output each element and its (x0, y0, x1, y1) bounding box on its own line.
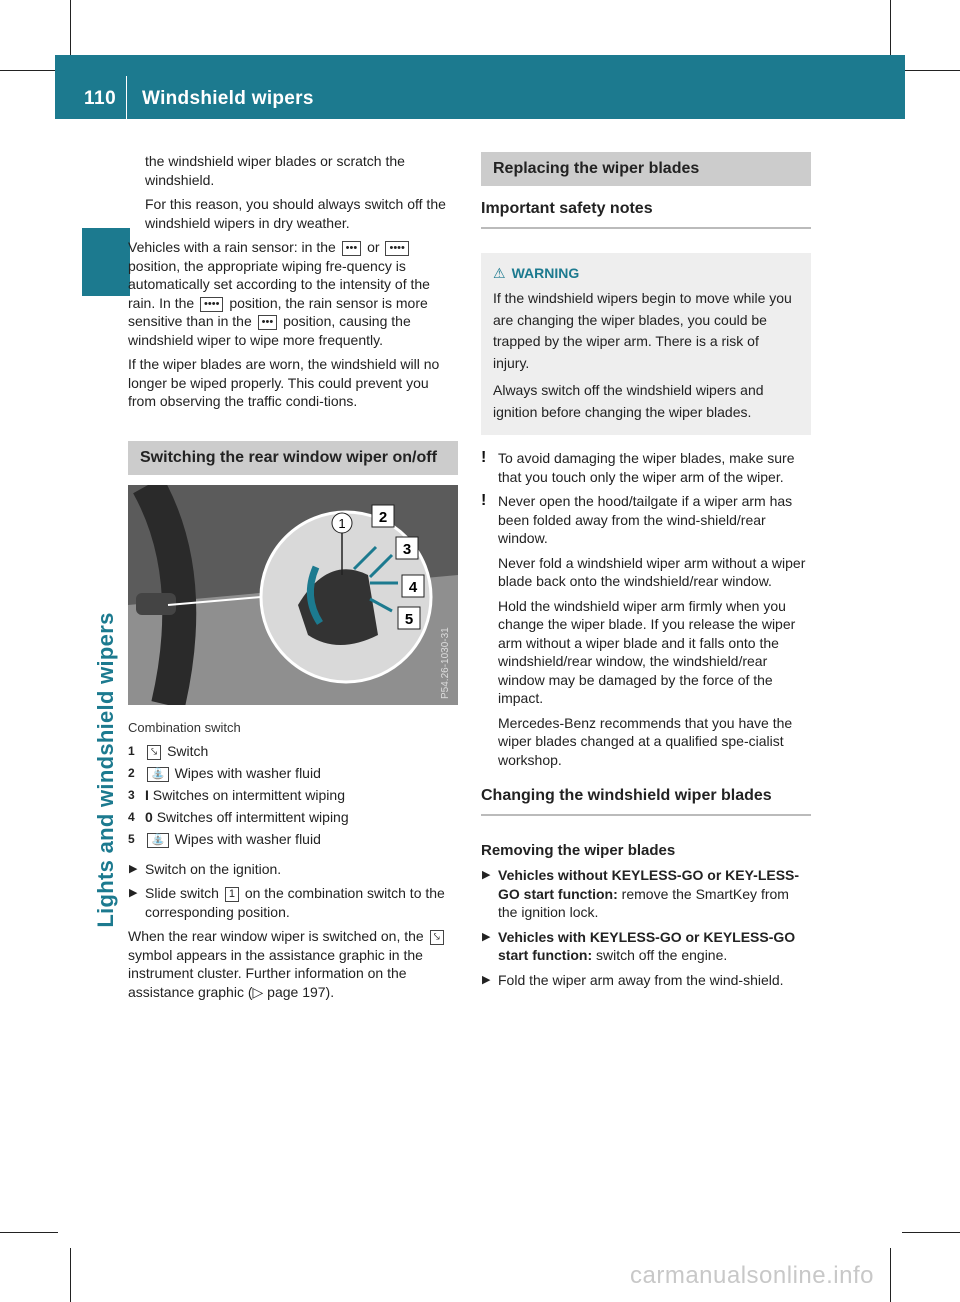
text: or (367, 239, 380, 255)
watermark: carmanualsonline.info (630, 1262, 874, 1289)
right-column (481, 152, 811, 995)
paragraph: If the wiper blades are worn, the windshield will no longer be wiped properly. This could prevent you from observing the traffic condi-tions. (128, 356, 440, 409)
crop-mark (902, 70, 960, 71)
washer-icon: ⛲ (147, 767, 169, 782)
legend-text: Switches off intermittent wiping (156, 808, 349, 825)
step-arrow-icon: ▶ (482, 869, 491, 881)
warning-triangle-icon: ⚠ (493, 264, 506, 281)
step-text: Fold the wiper arm away from the wind-shield. (498, 971, 784, 988)
step-text: on the combination switch to the corresponding position. (145, 885, 445, 920)
note-text: To avoid damaging the wiper blades, make sure that you touch only the wiper arm of the wiper. (498, 450, 795, 485)
procedure-heading: Removing the wiper blades (481, 841, 676, 859)
warning-box (481, 253, 811, 436)
rain-sensor-icon: •••• (200, 297, 223, 312)
legend-number: 4 (128, 809, 135, 824)
step-condition: Vehicles with KEYLESS-GO or KEYLESS-GO start function: (498, 928, 796, 963)
crop-mark (70, 0, 71, 58)
attention-icon: ! (481, 449, 487, 466)
warning-heading (493, 263, 799, 285)
legend-item (128, 764, 458, 782)
legend-text: Wipes with washer fluid (174, 764, 321, 781)
section-heading: Replacing the wiper blades (481, 152, 811, 186)
legend-number: 3 (128, 787, 135, 802)
legend-list (128, 742, 458, 848)
instruction-step (481, 928, 811, 965)
section-heading: Switching the rear window wiper on/off (128, 441, 458, 475)
note-text: Hold the windshield wiper arm firmly when you change the wiper blade. If you release the wiper arm without a wiper blade and it falls onto the windshield/rear window, the windshield/rear window may be damaged by the force of the impact. (498, 597, 796, 706)
rain-sensor-icon: ••• (342, 241, 362, 256)
note-text: Never open the hood/tailgate if a wiper arm has been folded away from the wind-shield/rear window. (498, 493, 793, 546)
step-arrow-icon: ▶ (482, 930, 491, 943)
callout-3-label: 3 (402, 540, 412, 558)
crop-mark (890, 1248, 891, 1302)
step-arrow-icon: ▶ (129, 887, 138, 899)
crop-mark (0, 1232, 58, 1233)
step-text: switch off the engine. (596, 947, 728, 963)
warning-label: WARNING (511, 264, 580, 281)
step-text: Switch on the ignition. (145, 860, 282, 877)
text: position, causing the windshield wiper to wipe more frequently. (128, 313, 411, 348)
instruction-step (128, 860, 458, 879)
paragraph: the windshield wiper blades or scratch the windshield. (145, 153, 405, 188)
step-text: Slide switch (145, 885, 219, 901)
warning-text: If the windshield wipers begin to move while you are changing the wiper blades, you could be trapped by the wiper arm. There is a risk of injury. (493, 290, 792, 371)
warning-text: Always switch off the windshield wipers and ignition before changing the wiper blades. (493, 382, 764, 420)
attention-note (481, 492, 811, 769)
left-column (128, 152, 458, 1007)
crop-mark (890, 0, 891, 58)
figure-code: P54.26-1030-31 (440, 626, 451, 699)
legend-item (128, 808, 458, 826)
legend-text: Switch (167, 742, 209, 759)
attention-note (481, 449, 811, 486)
paragraph (128, 927, 458, 1001)
combination-switch-figure (128, 485, 458, 705)
page-number: 110 (84, 88, 117, 109)
switch-number-icon: 1 (225, 887, 239, 902)
step-text: remove the SmartKey from the ignition lock. (498, 885, 789, 920)
crop-mark (70, 1248, 71, 1302)
crop-mark (902, 1232, 960, 1233)
page-reference-link[interactable]: (▷ page 197). (247, 983, 335, 1000)
crop-mark (0, 70, 58, 71)
subsection-heading: Changing the windshield wiper blades (481, 787, 811, 816)
section-tab (82, 228, 130, 296)
instruction-step (481, 971, 811, 990)
note-text: Never fold a windshield wiper arm without a wiper blade back onto the windshield/rear window. (498, 554, 806, 589)
legend-text: Wipes with washer fluid (174, 830, 321, 847)
rear-wiper-icon: ⤥ (430, 930, 444, 945)
legend-item (128, 830, 458, 848)
step-arrow-icon: ▶ (129, 862, 138, 875)
text: When the rear window wiper is switched on, the (128, 928, 424, 944)
instruction-step (128, 884, 458, 921)
text: symbol appears in the assistance graphic in the instrument cluster. Further information on the assistance graphic (128, 946, 423, 1000)
legend-symbol: I (145, 786, 149, 803)
legend-number: 5 (128, 831, 135, 846)
subsection-heading: Important safety notes (481, 200, 811, 229)
step-condition: Vehicles without KEYLESS-GO or KEY-LESS-GO start function: (498, 867, 800, 902)
instruction-step (481, 866, 811, 922)
callout-1-label: 1 (338, 515, 346, 531)
legend-symbol: 0 (145, 808, 153, 825)
legend-number: 2 (128, 765, 135, 780)
rain-sensor-icon: ••• (258, 315, 278, 330)
washer-icon: ⛲ (147, 833, 169, 848)
header-divider (126, 76, 127, 119)
rear-wiper-icon: ⤥ (147, 745, 161, 760)
text: position, the appropriate wiping fre-quency is automatically set according to the intensity of the rain. In the (128, 257, 430, 311)
legend-text: Switches on intermittent wiping (152, 786, 345, 803)
callout-4-label: 4 (408, 578, 418, 596)
rain-sensor-icon: •••• (385, 241, 408, 256)
legend-item (128, 786, 458, 804)
figure-caption: Combination switch (128, 720, 241, 735)
text: Vehicles with a rain sensor: in the (128, 239, 336, 255)
text: position, the rain sensor is more sensitive than in the (128, 294, 428, 329)
callout-5-label: 5 (404, 610, 414, 628)
section-label: Lights and windshield wipers (93, 612, 118, 928)
legend-item (128, 742, 458, 760)
note-text: Mercedes-Benz recommends that you have the wiper blades changed at a qualified spe-cialist workshop. (498, 714, 793, 768)
callout-2-label: 2 (378, 508, 388, 526)
legend-number: 1 (128, 743, 135, 758)
page-title: Windshield wipers (142, 88, 314, 109)
paragraph: For this reason, you should always switch off the windshield wipers in dry weather. (145, 196, 446, 231)
attention-icon: ! (481, 492, 487, 509)
paragraph (128, 238, 458, 349)
step-arrow-icon: ▶ (482, 973, 491, 986)
